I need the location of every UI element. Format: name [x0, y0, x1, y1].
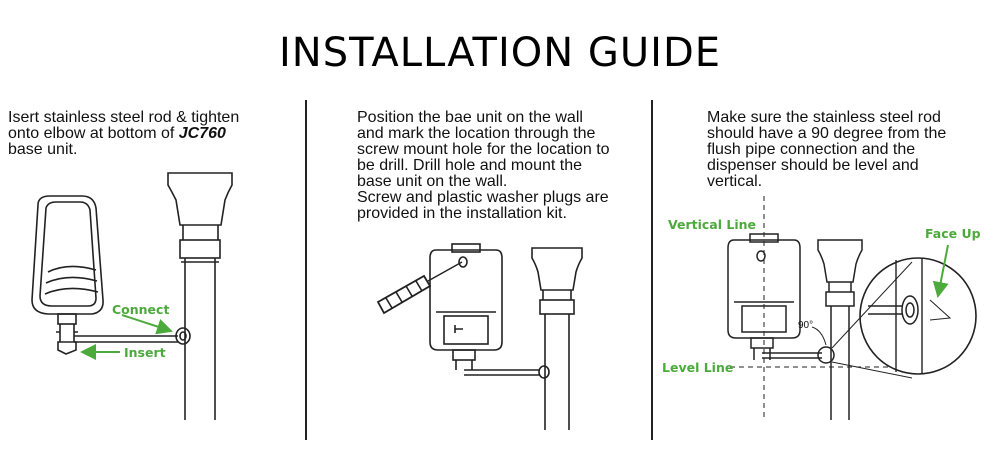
stainless-rod-1	[74, 336, 178, 342]
step-1-line-3: base unit.	[8, 141, 78, 158]
step-2-line-1: Position the bae unit on the wall	[357, 109, 583, 126]
step-1-illustration	[32, 173, 232, 420]
step-1-line-2: onto elbow at bottom of JC760	[8, 125, 226, 142]
face-up-label: Face Up	[925, 226, 981, 241]
step-3-line-4: dispenser should be level and	[707, 157, 919, 174]
step-2-illustration	[378, 244, 582, 430]
level-line-label: Level Line	[662, 360, 734, 375]
stainless-rod-3	[762, 353, 822, 358]
angle-label: 90°	[798, 320, 814, 331]
dispenser-1	[32, 196, 103, 354]
angle-arc	[812, 327, 826, 345]
face-up-arrow	[938, 245, 948, 296]
screwdriver	[378, 262, 462, 313]
step-2-line-6: Screw and plastic washer plugs are	[357, 189, 609, 206]
insert-label: Insert	[124, 345, 166, 360]
step-3-line-2: should have a 90 degree from the	[707, 125, 947, 142]
step-1-line-1: Isert stainless steel rod & tighten	[8, 109, 240, 126]
step-2-line-7: provided in the installation kit.	[357, 205, 567, 222]
step-2-line-3: screw mount hole for the location to	[357, 141, 610, 158]
connection-washer-1	[176, 328, 190, 344]
step-2-line-4: be drill. Drill hole and mount the	[357, 157, 583, 174]
dispenser-2	[430, 244, 502, 370]
step-2-line-5: base unit on the wall.	[357, 173, 508, 190]
connect-arrow	[122, 315, 171, 331]
stainless-rod-2	[464, 370, 540, 375]
vertical-line-label: Vertical Line	[668, 217, 757, 232]
flush-pipe-3	[818, 240, 862, 420]
connect-label: Connect	[112, 302, 170, 317]
step-3-line-5: vertical.	[707, 173, 763, 190]
model-number: JC760	[178, 125, 226, 142]
step-3-line-1: Make sure the stainless steel rod	[707, 109, 941, 126]
step-2-line-2: and mark the location through the	[357, 125, 596, 142]
step-3-line-3: flush pipe connection and the	[707, 141, 916, 158]
flush-pipe-1	[168, 173, 232, 420]
page-title: INSTALLATION GUIDE	[278, 30, 722, 76]
connection-washer-2	[539, 366, 549, 378]
flush-pipe-2	[532, 248, 582, 430]
